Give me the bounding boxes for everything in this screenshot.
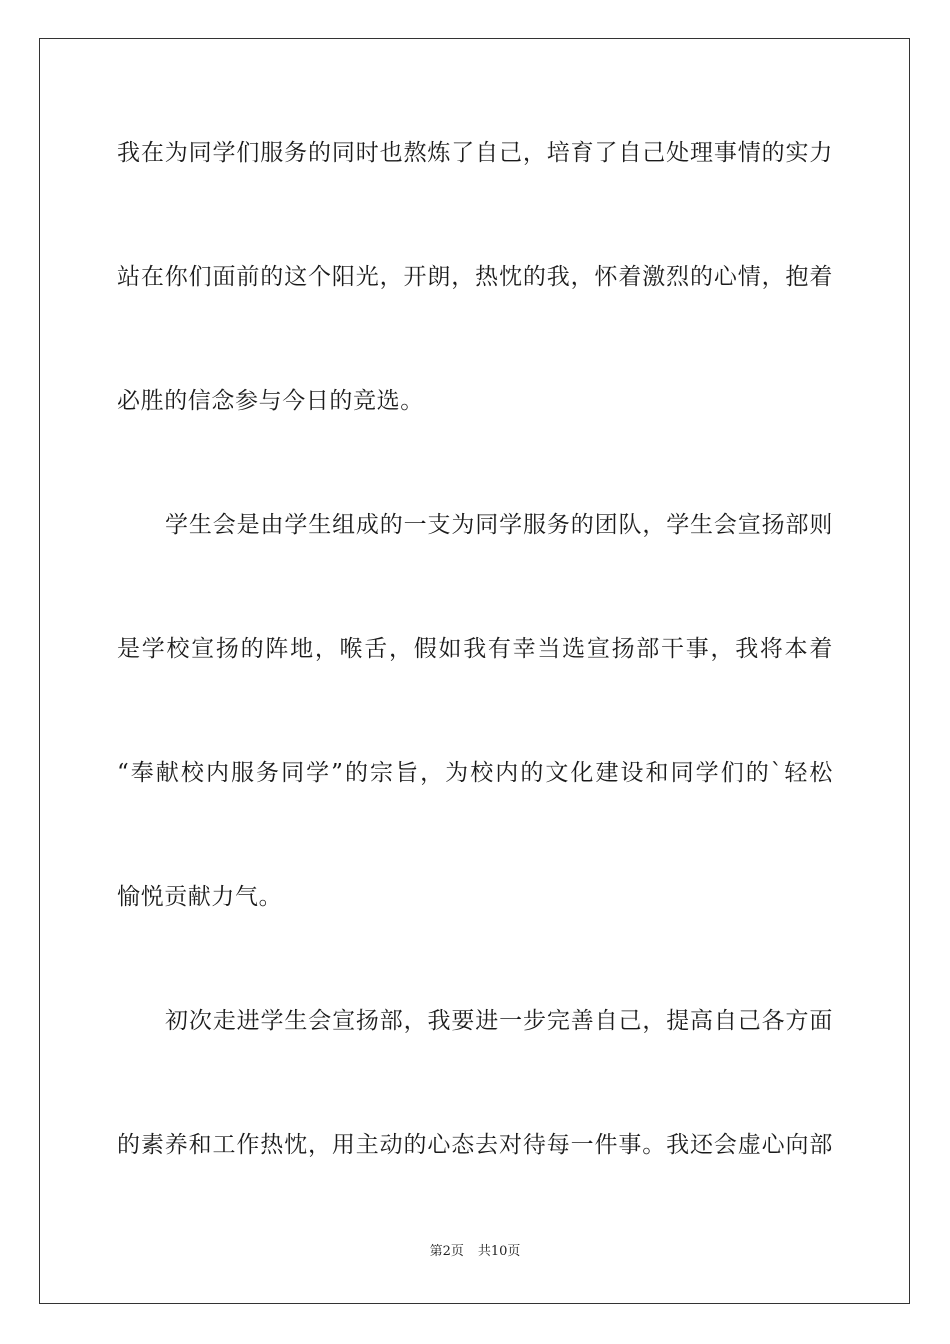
body-text-line-4: 学生会是由学生组成的一支为同学服务的团队，学生会宣扬部则 [165, 512, 833, 538]
body-text-line-3: 必胜的信念参与今日的竞选。 [117, 388, 424, 414]
body-text-line-9: 的素养和工作热忱，用主动的心态去对待每一件事。我还会虚心向部 [117, 1132, 833, 1158]
body-text-line-7: 愉悦贡献力气。 [117, 884, 283, 910]
body-text-line-8: 初次走进学生会宣扬部，我要进一步完善自己，提高自己各方面 [165, 1008, 833, 1034]
body-text-line-5: 是学校宣扬的阵地，喉舌，假如我有幸当选宣扬部干事，我将本着 [117, 636, 833, 662]
page-footer [0, 1243, 950, 1261]
body-text-line-6: “奉献校内服务同学”的宗旨，为校内的文化建设和同学们的`轻松 [117, 760, 833, 786]
page-number: 第2页 [429, 1244, 464, 1259]
page-border [39, 38, 910, 1304]
body-text-line-2: 站在你们面前的这个阳光，开朗，热忱的我，怀着激烈的心情，抱着 [117, 264, 833, 290]
page-total: 共10页 [477, 1244, 521, 1259]
body-text-line-1: 我在为同学们服务的同时也熬炼了自己，培育了自己处理事情的实力 [117, 140, 833, 166]
